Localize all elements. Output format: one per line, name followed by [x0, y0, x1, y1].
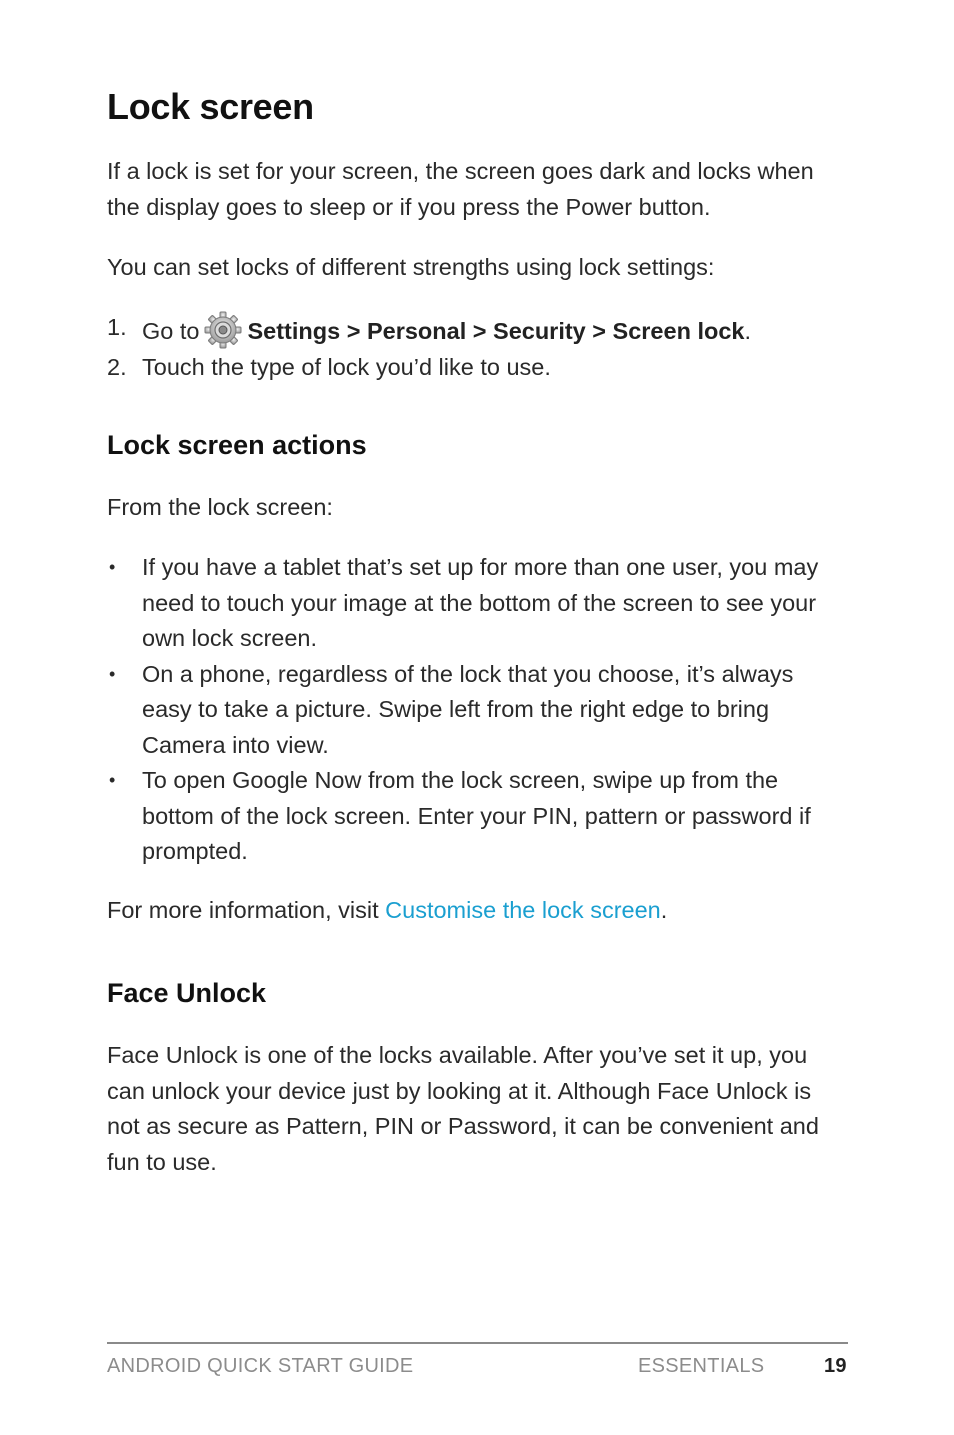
- settings-gear-icon: [203, 310, 243, 350]
- list-item-text: On a phone, regardless of the lock that you choose, it’s always easy to take a picture. Swipe left from the right edge to bring Camera into view.: [142, 660, 794, 758]
- step-number: 2.: [107, 354, 127, 380]
- list-item-text: To open Google Now from the lock screen, swipe up from the bottom of the lock screen. Enter your PIN, pattern or password if prompted.: [142, 767, 811, 864]
- bullet: •: [109, 770, 116, 790]
- section-heading-lock-screen-actions: Lock screen actions: [107, 430, 367, 460]
- face-unlock-paragraph: Face Unlock is one of the locks available. After you’ve set it up, you can unlock your device just by looking at it. Although Face Unlock is not as secure as Pattern, PIN or Password, it can be convenient and fun to use.: [107, 1042, 819, 1175]
- bullet: •: [109, 557, 116, 577]
- more-info-paragraph: [107, 893, 848, 929]
- intro-paragraph-2: You can set locks of different strengths using lock settings:: [107, 254, 715, 280]
- steps-list: [107, 310, 848, 386]
- step-prefix: Go to: [142, 318, 200, 344]
- more-info-suffix: .: [660, 897, 668, 923]
- step-number: 1.: [107, 314, 127, 340]
- actions-list: [107, 550, 848, 870]
- settings-path: Settings > Personal > Security > Screen lock: [247, 318, 745, 344]
- step-item-2: [107, 350, 848, 386]
- more-info-prefix: For more information, visit: [107, 897, 386, 923]
- intro-paragraph-1: If a lock is set for your screen, the screen goes dark and locks when the display goes to sleep or if you press the Power button.: [107, 158, 814, 220]
- list-item-text: If you have a tablet that’s set up for more than one user, you may need to touch your image at the bottom of the screen to see your own lock screen.: [142, 554, 819, 651]
- customise-lock-screen-link[interactable]: Customise the lock screen: [385, 897, 661, 923]
- footer-guide-title: ANDROID QUICK START GUIDE: [107, 1355, 414, 1377]
- step-text: Touch the type of lock you’d like to use.: [142, 354, 551, 380]
- footer-divider: [107, 1342, 848, 1344]
- step-suffix: .: [744, 318, 752, 344]
- actions-lead: From the lock screen:: [107, 494, 333, 520]
- bullet: •: [109, 663, 116, 684]
- footer-section-name: ESSENTIALS: [638, 1355, 765, 1377]
- list-item: [107, 550, 848, 657]
- list-item: [107, 763, 848, 870]
- page-title: Lock screen: [107, 86, 314, 127]
- page-number: 19: [824, 1355, 847, 1377]
- step-item-1: [107, 310, 848, 350]
- list-item: [107, 657, 848, 764]
- section-heading-face-unlock: Face Unlock: [107, 978, 267, 1008]
